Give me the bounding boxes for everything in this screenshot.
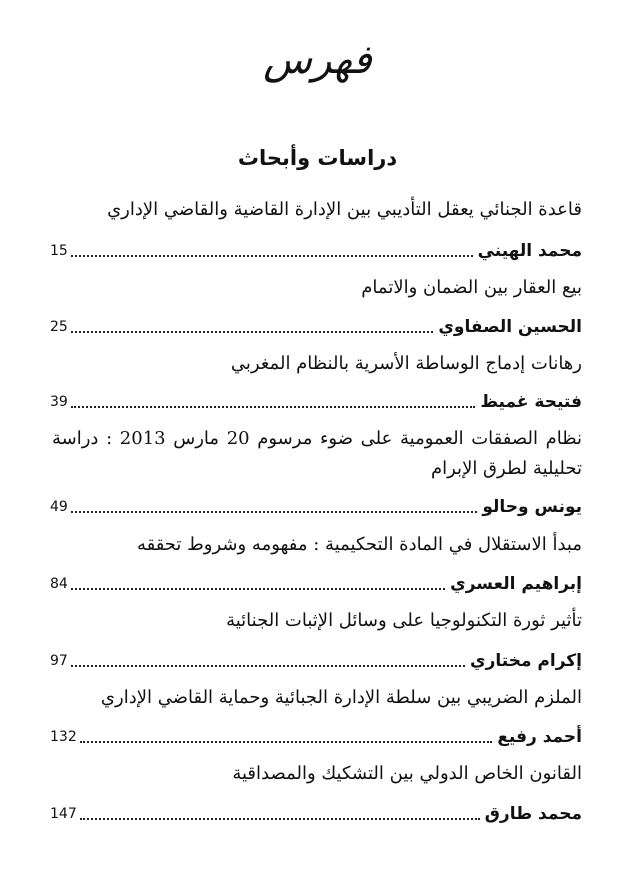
toc-entry-author: محمد الهيني xyxy=(477,241,582,261)
toc-entry-author: إبراهيم العسري xyxy=(450,574,582,594)
toc-entry-author: الحسين الصفاوي xyxy=(438,317,582,337)
toc-entry-author-row xyxy=(50,492,582,520)
dot-leader xyxy=(71,406,476,408)
toc-entry-page-number: 132 xyxy=(50,729,77,745)
toc-entry-page-number: 25 xyxy=(50,319,68,335)
toc-entry-page-number: 15 xyxy=(50,243,68,259)
dot-leader xyxy=(71,511,478,513)
toc-entry-page-number: 49 xyxy=(50,499,68,515)
toc-entry-author-row xyxy=(50,799,582,827)
dot-leader xyxy=(71,331,434,333)
toc-entry-title: قاعدة الجنائي يعقل التأديبي بين الإدارة القاضية والقاضي الإداري xyxy=(107,199,582,220)
toc-entry-title: الملزم الضريبي بين سلطة الإدارة الجبائية وحماية القاضي الإداري xyxy=(100,687,582,708)
section-heading: دراسات وأبحاث xyxy=(237,146,398,170)
toc-entry-author: يونس وحالو xyxy=(482,497,582,517)
toc-entry-title: تأثير ثورة التكنولوجيا على وسائل الإثبات الجنائية xyxy=(226,610,582,631)
page-title: فهرس xyxy=(263,37,372,83)
toc-entry-page-number: 39 xyxy=(50,394,68,410)
toc-entry-title: القانون الخاص الدولي بين التشكيك والمصداقية xyxy=(232,763,582,784)
toc-entry-author: فتيحة غميظ xyxy=(480,392,582,412)
toc-entry-author-row xyxy=(50,236,582,264)
toc-entry-page-number: 84 xyxy=(50,576,68,592)
toc-entry-author: أحمد رفيع xyxy=(497,727,582,747)
toc-entry-author: محمد طارق xyxy=(484,804,582,824)
toc-entry-title: مبدأ الاستقلال في المادة التحكيمية : مفهومه وشروط تحققه xyxy=(136,534,582,555)
toc-entry-author-row xyxy=(50,312,582,340)
toc-entry-author-row xyxy=(50,569,582,597)
dot-leader xyxy=(80,741,493,743)
toc-entry-title: نظام الصفقات العمومية على ضوء مرسوم 20 مارس 2013 : دراسة تحليلية لطرق الإبرام xyxy=(52,428,583,479)
toc-entry-author-row xyxy=(50,646,582,674)
toc-entry-page-number: 97 xyxy=(50,653,68,669)
dot-leader xyxy=(80,818,480,820)
toc-entry-author: إكرام مختاري xyxy=(470,651,582,671)
toc-entry-author-row xyxy=(50,722,582,750)
toc-entry-page-number: 147 xyxy=(50,806,77,822)
toc-entry-title: بيع العقار بين الضمان والاتمام xyxy=(361,277,582,298)
toc-entry-title: رهانات إدماج الوساطة الأسرية بالنظام المغربي xyxy=(230,353,582,374)
toc-entry-author-row xyxy=(50,387,582,415)
dot-leader xyxy=(71,665,465,667)
dot-leader xyxy=(71,255,473,257)
dot-leader xyxy=(71,588,445,590)
